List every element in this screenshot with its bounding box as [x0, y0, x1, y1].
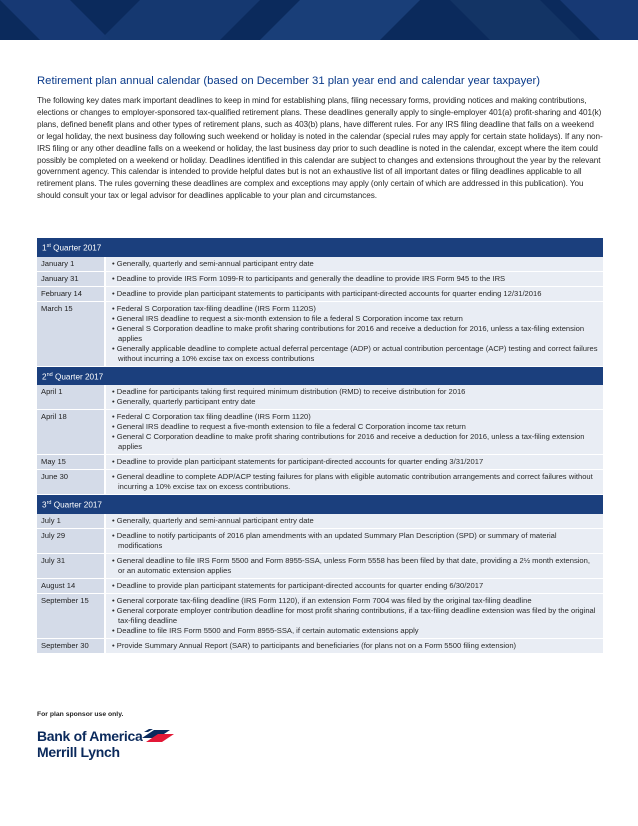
page-title: Retirement plan annual calendar (based on December 31 plan year end and calendar year taxpayer) — [37, 75, 541, 87]
deadline-description — [105, 594, 603, 639]
deadline-description — [105, 385, 603, 410]
calendar-row — [37, 257, 603, 272]
deadline-date: July 29 — [37, 529, 105, 554]
flag-logo-icon — [140, 728, 174, 744]
calendar-row — [37, 301, 603, 366]
deadline-item: • Generally, quarterly and semi-annual participant entry date — [112, 259, 598, 269]
calendar-row — [37, 271, 603, 286]
calendar-row — [37, 286, 603, 301]
deadline-item: • Deadline to file IRS Form 5500 and Form 8955-SSA, if certain automatic extensions apply — [112, 626, 598, 636]
calendar-row — [37, 470, 603, 495]
deadline-item: • General C Corporation deadline to make profit sharing contributions for 2016 and receive a deduction for 2016, unless a tax-filing extension applies — [112, 432, 598, 452]
deadline-item: • Deadline to provide IRS Form 1099-R to participants and generally the deadline to provide IRS Form 945 to the IRS — [112, 274, 598, 284]
quarter-header-label — [37, 238, 603, 257]
quarter-ordinal-suffix: nd — [46, 371, 53, 378]
deadline-date: August 14 — [37, 579, 105, 594]
quarter-header-label — [37, 495, 603, 514]
deadline-item: • Deadline for participants taking first required minimum distribution (RMD) to receive distribution for 2016 — [112, 387, 598, 397]
footnote: For plan sponsor use only. — [37, 711, 124, 718]
deadline-item: • General corporate employer contribution deadline for most profit sharing contributions, if a tax-filing deadline extension was filed by the original tax-filing deadline — [112, 606, 598, 626]
calendar-row — [37, 385, 603, 410]
quarter-number: 3 — [42, 501, 47, 511]
banner-stripes-graphic — [0, 0, 638, 40]
header-banner — [0, 0, 638, 40]
deadline-item: • General deadline to file IRS Form 5500 and Form 8955-SSA, unless Form 5558 has been filed by that date, providing a 2½ month extension, or an automatic extension applies — [112, 556, 598, 576]
calendar-row — [37, 529, 603, 554]
quarter-header — [37, 238, 603, 257]
deadline-date: June 30 — [37, 470, 105, 495]
quarter-ordinal-suffix: st — [46, 243, 51, 249]
calendar-row — [37, 554, 603, 579]
deadline-description — [105, 554, 603, 579]
intro-paragraph: The following key dates mark important deadlines to keep in mind for establishing plans, filing necessary forms, providing notices and making contributions, elections or changes to employer-sponsored tax-qualified retirement plans. These deadlines generally apply to single-employer 401(a) profit-sharing and 401(k) plans, defined benefit plans and other types of retirement plans, such as 403(b) plans, have different rules. For any IRS filing deadline that falls on a weekend or legal holiday, the next business day following such weekend or holiday is noted in the calendar (special rules may apply for certain state holidays). If any non-IRS filing or any other deadline falls on a weekend or holiday, the last business day prior to such deadline is noted in the calendar, except where the item could possibly be completed on a weekend or holiday. Deadlines identified in this calendar are subject to changes and extensions throughout the year by the relevant government agency. This calendar is intended to provide helpful dates but is not an exhaustive list of all important dates or filing deadlines applicable to all retirement plans. The rules governing these deadlines are complex and exceptions may apply (only certain of which are addressed in this publication). You should consult your tax or legal advisor for deadlines applicable to your plan and circumstances. — [37, 96, 603, 201]
calendar-body — [37, 238, 603, 654]
deadline-item: • Deadline to notify participants of 2016 plan amendments with an updated Summary Plan Description (SPD) or summary of material modifications — [112, 531, 598, 551]
deadline-item: • Provide Summary Annual Report (SAR) to participants and beneficiaries (for plans not on a Form 5500 filing extension) — [112, 641, 598, 651]
deadline-date: September 30 — [37, 639, 105, 654]
deadline-date: January 1 — [37, 257, 105, 272]
calendar-table — [37, 238, 603, 654]
quarter-ordinal-suffix: rd — [46, 500, 52, 507]
intro-section — [37, 74, 603, 202]
deadline-date: May 15 — [37, 455, 105, 470]
deadline-item: • Generally, quarterly participant entry date — [112, 397, 598, 407]
deadline-date: September 15 — [37, 594, 105, 639]
quarter-header-label — [37, 366, 603, 385]
deadline-date: July 31 — [37, 554, 105, 579]
deadline-item: • Deadline to provide plan participant statements for participant-directed accounts for quarter ending 6/30/2017 — [112, 581, 598, 591]
deadline-description — [105, 579, 603, 594]
quarter-label-rest: Quarter 2017 — [51, 501, 102, 511]
quarter-label-rest: Quarter 2017 — [50, 243, 102, 253]
deadline-item: • Generally applicable deadline to complete actual deferral percentage (ADP) or actual contribution percentage (ACP) testing and correct failures without incurring a 10% excise tax on excess contributions — [112, 344, 598, 364]
deadline-description — [105, 271, 603, 286]
deadline-item: • Deadline to provide plan participant statements to participants with participant-directed accounts for quarter ending 12/31/2016 — [112, 289, 598, 299]
deadline-item: • General IRS deadline to request a five-month extension to file a federal C Corporation income tax return — [112, 422, 598, 432]
deadline-description — [105, 514, 603, 529]
deadline-description — [105, 286, 603, 301]
calendar-row — [37, 514, 603, 529]
deadline-item: • Generally, quarterly and semi-annual participant entry date — [112, 516, 598, 526]
deadline-description — [105, 639, 603, 654]
calendar-row — [37, 410, 603, 455]
quarter-header — [37, 495, 603, 514]
quarter-number: 2 — [42, 372, 47, 382]
deadline-description — [105, 455, 603, 470]
deadline-item: • Federal C Corporation tax filing deadline (IRS Form 1120) — [112, 412, 598, 422]
deadline-date: February 14 — [37, 286, 105, 301]
deadline-description — [105, 257, 603, 272]
deadline-item: • General IRS deadline to request a six-month extension to file a federal S Corporation income tax return — [112, 314, 598, 324]
deadline-date: July 1 — [37, 514, 105, 529]
deadline-date: April 1 — [37, 385, 105, 410]
deadline-item: • Federal S Corporation tax-filing deadline (IRS Form 1120S) — [112, 304, 598, 314]
deadline-date: April 18 — [37, 410, 105, 455]
deadline-description — [105, 470, 603, 495]
deadline-item: • General S Corporation deadline to make profit sharing contributions for 2016 and receive a deduction for 2016, unless a tax-filing extension applies — [112, 324, 598, 344]
calendar-row — [37, 579, 603, 594]
deadline-description — [105, 529, 603, 554]
deadline-item: • General corporate tax-filing deadline (IRS Form 1120), if an extension Form 7004 was filed by the original tax-filing deadline — [112, 596, 598, 606]
calendar-row — [37, 594, 603, 639]
deadline-date: January 31 — [37, 271, 105, 286]
quarter-header — [37, 366, 603, 385]
company-logo — [37, 728, 142, 760]
quarter-number: 1 — [42, 243, 47, 253]
deadline-item: • General deadline to complete ADP/ACP testing failures for plans with eligible automatic contribution arrangements and correct failures without incurring a 10% excise tax on excess contributions. — [112, 472, 598, 492]
deadline-item: • Deadline to provide plan participant statements for participant-directed accounts for quarter ending 3/31/2017 — [112, 457, 598, 467]
calendar-row — [37, 639, 603, 654]
quarter-label-rest: Quarter 2017 — [52, 372, 104, 382]
calendar-row — [37, 455, 603, 470]
logo-line-1: Bank of America — [37, 728, 143, 744]
deadline-date: March 15 — [37, 301, 105, 366]
deadline-description — [105, 410, 603, 455]
logo-line-2: Merrill Lynch — [37, 744, 120, 760]
deadline-description — [105, 301, 603, 366]
